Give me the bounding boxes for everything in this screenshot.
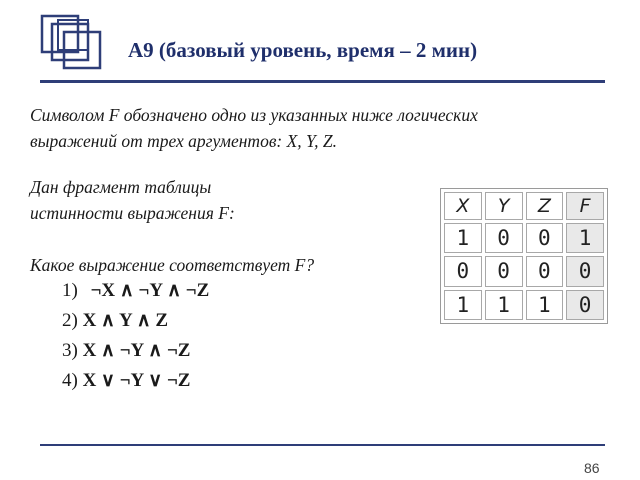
title-divider	[40, 80, 605, 83]
task-line: истинности выражения F:	[30, 203, 235, 223]
truth-table-row	[444, 223, 604, 253]
header-cell-y: Y	[485, 192, 523, 220]
task-line: Дан фрагмент таблицы	[30, 177, 212, 197]
slide-title: А9 (базовый уровень, время – 2 мин)	[128, 38, 478, 62]
table-cell: 0	[485, 223, 523, 253]
question-text: Какое выражение соответствует F?	[30, 255, 315, 275]
table-cell: 1	[566, 223, 604, 253]
page-number: 86	[584, 460, 600, 476]
truth-table-row	[444, 290, 604, 320]
task-paragraph-2	[30, 174, 235, 226]
option-number: 1)	[62, 280, 78, 301]
option-number: 3)	[62, 340, 78, 361]
task-line: выражений от трех аргументов: X, Y, Z.	[30, 131, 338, 151]
answer-option-3[interactable]	[62, 336, 209, 366]
table-cell: 1	[485, 290, 523, 320]
option-expression: X ∨ ¬Y ∨ ¬Z	[82, 370, 191, 391]
option-number: 4)	[62, 370, 78, 391]
answer-option-2[interactable]	[62, 306, 209, 336]
table-cell: 0	[526, 223, 564, 253]
option-expression: X ∧ Y ∧ Z	[82, 310, 169, 331]
truth-table-header-row	[444, 192, 604, 220]
option-expression: ¬X ∧ ¬Y ∧ ¬Z	[90, 280, 210, 301]
answer-option-4[interactable]	[62, 366, 209, 396]
task-line: Символом F обозначено одно из указанных ниже логических	[30, 105, 478, 125]
truth-table-row	[444, 256, 604, 286]
option-number: 2)	[62, 310, 78, 331]
logo-squares-icon	[40, 14, 112, 74]
table-cell: 0	[566, 290, 604, 320]
table-cell: 0	[526, 256, 564, 286]
answer-options	[62, 276, 209, 396]
table-cell: 0	[444, 256, 482, 286]
table-cell: 0	[485, 256, 523, 286]
task-paragraph-1	[30, 102, 478, 154]
header-cell-f: F	[566, 192, 604, 220]
answer-option-1[interactable]	[62, 276, 209, 306]
option-expression: X ∧ ¬Y ∧ ¬Z	[82, 340, 191, 361]
table-cell: 1	[444, 223, 482, 253]
table-cell: 0	[566, 256, 604, 286]
table-cell: 1	[526, 290, 564, 320]
header-cell-z: Z	[526, 192, 564, 220]
footer-divider	[40, 444, 605, 446]
truth-table	[440, 188, 608, 324]
table-cell: 1	[444, 290, 482, 320]
header-cell-x: X	[444, 192, 482, 220]
